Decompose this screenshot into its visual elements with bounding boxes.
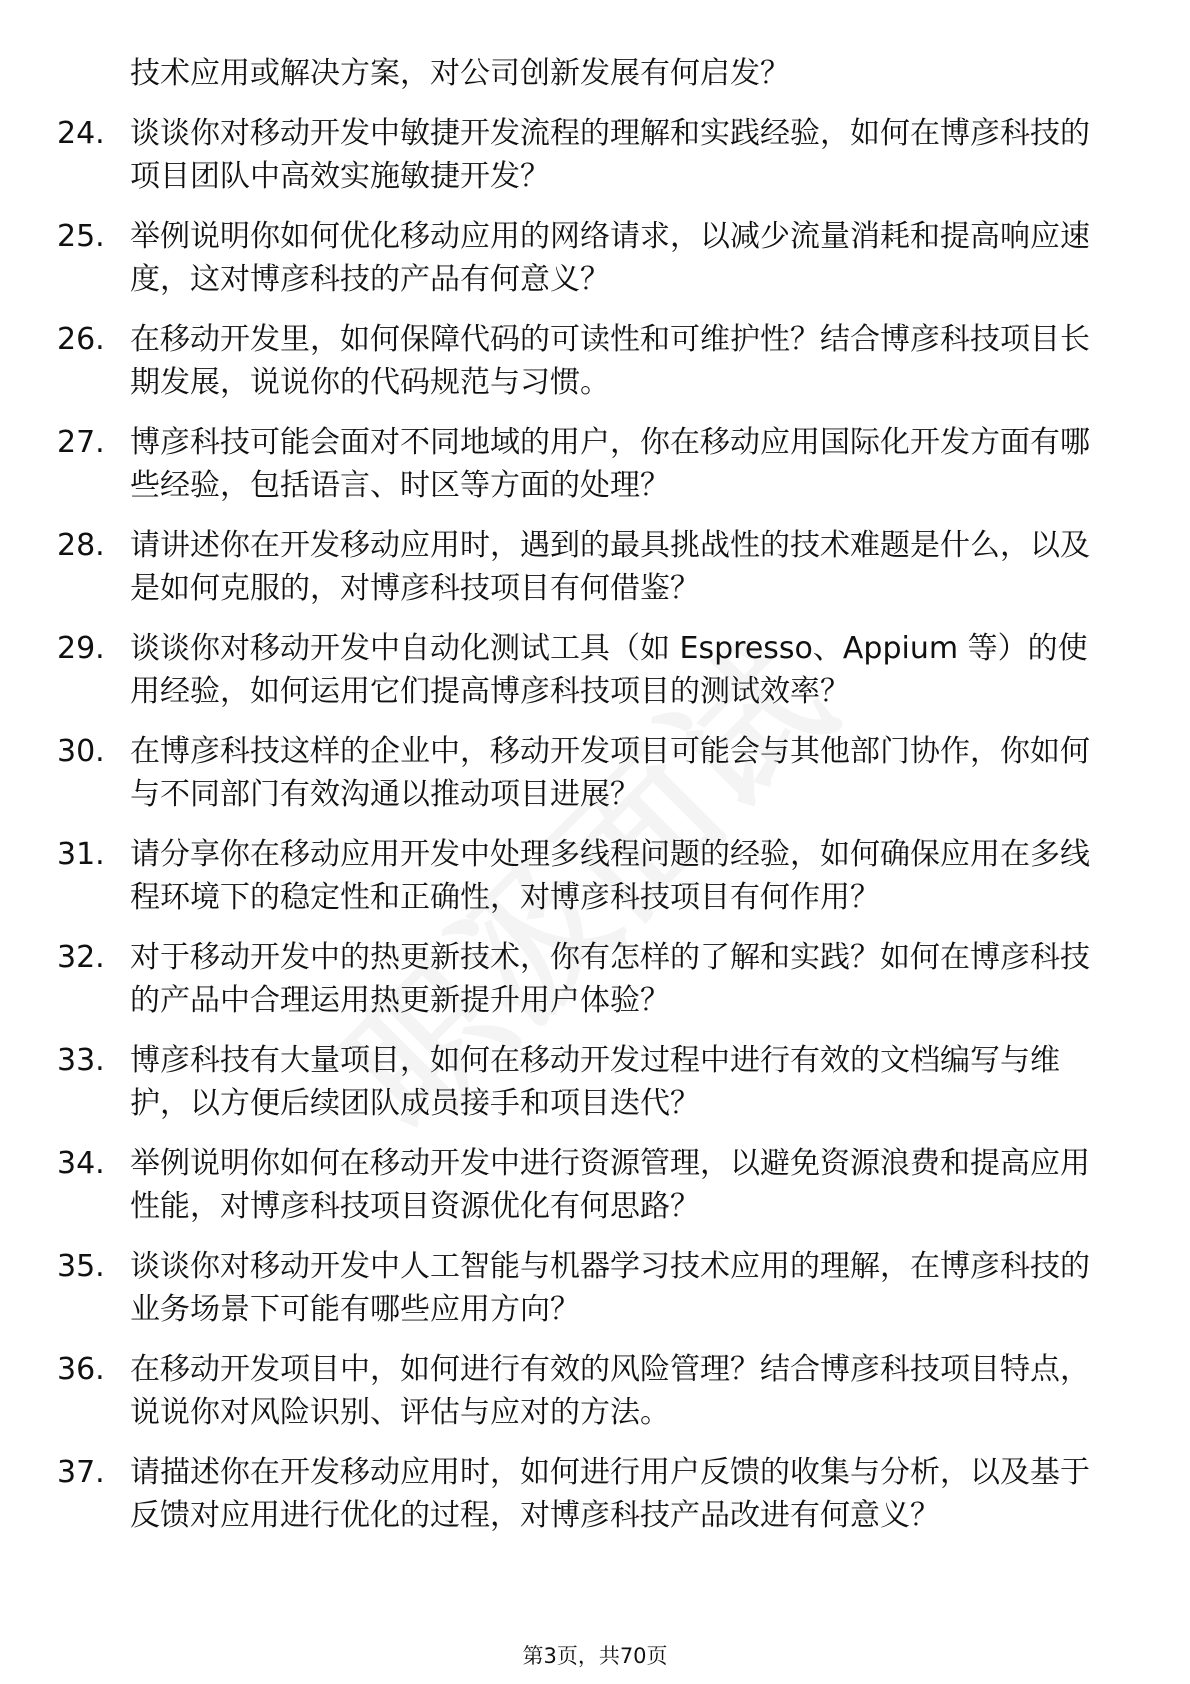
question-text: 博彦科技可能会面对不同地域的用户，你在移动应用国际化开发方面有哪些经验，包括语言、时区等方面的处理？ <box>130 425 1090 503</box>
question-text: 在移动开发里，如何保障代码的可读性和可维护性？结合博彦科技项目长期发展，说说你的代码规范与习惯。 <box>130 322 1090 400</box>
question-item <box>0 1142 1110 1228</box>
question-text: 请分享你在移动应用开发中处理多线程问题的经验，如何确保应用在多线程环境下的稳定性和正确性，对博彦科技项目有何作用？ <box>130 837 1090 915</box>
question-item <box>0 627 1110 713</box>
question-number: 24. <box>57 116 105 151</box>
question-number: 30. <box>57 734 105 769</box>
question-text: 博彦科技有大量项目，如何在移动开发过程中进行有效的文档编写与维护，以方便后续团队成员接手和项目迭代？ <box>130 1043 1060 1121</box>
question-item <box>0 1451 1110 1537</box>
question-item <box>0 318 1110 404</box>
question-text: 在博彦科技这样的企业中，移动开发项目可能会与其他部门协作，你如何与不同部门有效沟通以推动项目进展？ <box>130 734 1090 812</box>
question-item <box>0 1245 1110 1331</box>
question-item <box>0 215 1110 301</box>
question-number: 32. <box>57 940 105 975</box>
question-item <box>0 1348 1110 1434</box>
page-footer: 第3页，共70页 <box>522 1644 668 1668</box>
question-text: 举例说明你如何在移动开发中进行资源管理，以避免资源浪费和提高应用性能，对博彦科技项目资源优化有何思路？ <box>130 1146 1090 1224</box>
question-item <box>0 730 1110 816</box>
question-text: 谈谈你对移动开发中人工智能与机器学习技术应用的理解，在博彦科技的业务场景下可能有哪些应用方向？ <box>130 1249 1090 1327</box>
question-item <box>0 524 1110 610</box>
question-item <box>0 112 1110 198</box>
question-text: 在移动开发项目中，如何进行有效的风险管理？结合博彦科技项目特点，说说你对风险识别、评估与应对的方法。 <box>130 1352 1090 1430</box>
question-number: 36. <box>57 1352 105 1387</box>
question-number: 29. <box>57 631 105 666</box>
question-number: 37. <box>57 1455 105 1490</box>
question-item <box>0 421 1110 507</box>
question-number: 35. <box>57 1249 105 1284</box>
question-text: 请描述你在开发移动应用时，如何进行用户反馈的收集与分析，以及基于反馈对应用进行优化的过程，对博彦科技产品改进有何意义？ <box>130 1455 1090 1533</box>
question-text: 谈谈你对移动开发中敏捷开发流程的理解和实践经验，如何在博彦科技的项目团队中高效实施敏捷开发？ <box>130 116 1090 194</box>
question-number: 31. <box>57 837 105 872</box>
question-number: 26. <box>57 322 105 357</box>
question-list <box>0 52 1190 1554</box>
question-number: 34. <box>57 1146 105 1181</box>
question-item <box>0 1039 1110 1125</box>
question-number: 33. <box>57 1043 105 1078</box>
question-number: 25. <box>57 219 105 254</box>
question-item <box>0 52 1110 95</box>
question-text: 技术应用或解决方案，对公司创新发展有何启发？ <box>130 56 790 91</box>
question-text: 举例说明你如何优化移动应用的网络请求，以减少流量消耗和提高响应速度，这对博彦科技的产品有何意义？ <box>130 219 1090 297</box>
question-number: 28. <box>57 528 105 563</box>
question-item <box>0 833 1110 919</box>
question-text: 谈谈你对移动开发中自动化测试工具（如 Espresso、Appium 等）的使用经验，如何运用它们提高博彦科技项目的测试效率？ <box>130 631 1088 709</box>
question-text: 对于移动开发中的热更新技术，你有怎样的了解和实践？如何在博彦科技的产品中合理运用热更新提升用户体验？ <box>130 940 1090 1018</box>
question-text: 请讲述你在开发移动应用时，遇到的最具挑战性的技术难题是什么，以及是如何克服的，对博彦科技项目有何借鉴？ <box>130 528 1090 606</box>
question-item <box>0 936 1110 1022</box>
question-number: 27. <box>57 425 105 460</box>
